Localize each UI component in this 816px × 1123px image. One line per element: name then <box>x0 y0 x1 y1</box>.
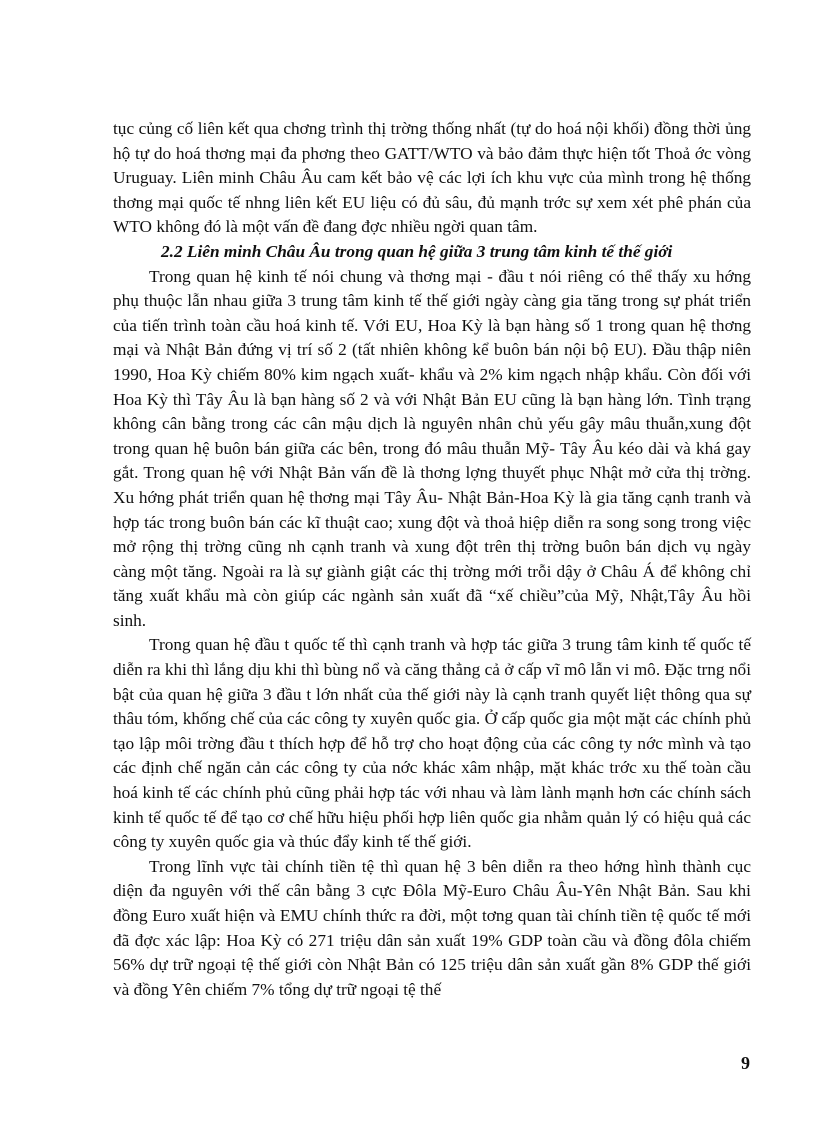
paragraph-financial-relations: Trong lĩnh vực tài chính tiền tệ thì quan hệ 3 bên diễn ra theo hớng hình thành cục diện đa nguyên với thế cân bằng 3 cực Đôla Mỹ-Euro Châu Âu-Yên Nhật Bản. Sau khi đồng Euro xuất hiện và EMU chính thức ra đời, một tơng quan tài chính tiền tệ quốc tế mới đã đợc xác lập: Hoa Kỳ có 271 triệu dân sản xuất 19% GDP toàn cầu và đồng đôla chiếm 56% dự trữ ngoại tệ thế giới còn Nhật Bản có 125 triệu dân sản xuất gần 8% GDP thế giới và đồng Yên chiếm 7% tổng dự trữ ngoại tệ thế <box>113 856 751 999</box>
page-number: 9 <box>741 1053 750 1073</box>
paragraph-trade-relations: Trong quan hệ kinh tế nói chung và thơng mại - đầu t nói riêng có thể thấy xu hớng phụ thuộc lẫn nhau giữa 3 trung tâm kinh tế thế giới ngày càng gia tăng trong sự phát triển của tiến trình toàn cầu hoá kinh tế. Với EU, Hoa Kỳ là bạn hàng số 1 trong quan hệ thơng mại và Nhật Bản đứng vị trí số 2 (tất nhiên không kể buôn bán nội bộ EU). Đầu thập niên 1990, Hoa Kỳ chiếm 80% kim ngạch xuất- khẩu và 2% kim ngạch nhập khẩu. Còn đối với Hoa Kỳ thì Tây Âu là bạn hàng số 2 và với Nhật Bản EU cũng là bạn hàng lớn. Tình trạng không cân bằng trong các cân mậu dịch là nguyên nhân chủ yếu gây mâu thuẫn,xung đột trong quan hệ buôn bán giữa các bên, trong đó mâu thuẫn Mỹ- Tây Âu kéo dài và khá gay gắt. Trong quan hệ với Nhật Bản vấn đề là thơng lợng thuyết phục Nhật mở cửa thị trờng. Xu hớng phát triển quan hệ thơng mại Tây Âu- Nhật Bản-Hoa Kỳ là gia tăng cạnh tranh và hợp tác trong buôn bán các kĩ thuật cao; xung đột và thoả hiệp diễn ra song song trong việc mở rộng thị trờng cũng nh cạnh tranh và xung đột trên thị trờng buôn bán dịch vụ ngày càng một tăng. Ngoài ra là sự giành giật các thị trờng mới trỗi dậy ở Châu Á để không chỉ tăng xuất khẩu mà còn giúp các ngành sản xuất đã “xế chiều”của Mỹ, Nhật,Tây Âu hồi sinh. <box>113 266 751 630</box>
document-page-body <box>113 117 751 1002</box>
paragraph-investment-relations: Trong quan hệ đầu t quốc tế thì cạnh tranh và hợp tác giữa 3 trung tâm kinh tế quốc tế diễn ra khi thì lắng dịu khi thì bùng nổ và căng thẳng cả ở cấp vĩ mô lẫn vi mô. Đặc trng nổi bật của quan hệ giữa 3 đầu t lớn nhất của thế giới này là cạnh tranh quyết liệt thông qua sự thâu tóm, khống chế của các công ty xuyên quốc gia. Ở cấp quốc gia một mặt các chính phủ tạo lập môi trờng đầu t thích hợp để hỗ trợ cho hoạt động của các công ty nớc mình và tạo các định chế ngăn cản các công ty của nớc khác xâm nhập, mặt khác trớc xu thế toàn cầu hoá kinh tế các chính phủ cũng phải hợp tác với nhau và làm lành mạnh hơn các chính sách kinh tế quốc tế để tạo cơ chế hữu hiệu phối hợp liên quốc gia nhằm quản lý có hiệu quả các công ty xuyên quốc gia và thúc đẩy kinh tế thế giới. <box>113 635 751 852</box>
paragraph-continuation: tục củng cố liên kết qua chơng trình thị trờng thống nhất (tự do hoá nội khối) đồng thời ủng hộ tự do hoá thơng mại đa phơng theo GATT/WTO và bảo đảm thực hiện tốt Thoả ớc vòng Uruguay. Liên minh Châu Âu cam kết bảo vệ các lợi ích khu vực của mình trong hệ thống thơng mại quốc tế nhng liên kết EU liệu có đủ sâu, đủ mạnh trớc sự xem xét phê phán của WTO không đó là một vấn đề đang đợc nhiều ngời quan tâm. <box>113 119 751 237</box>
section-heading: 2.2 Liên minh Châu Âu trong quan hệ giữa 3 trung tâm kinh tế thế giới <box>161 241 673 261</box>
